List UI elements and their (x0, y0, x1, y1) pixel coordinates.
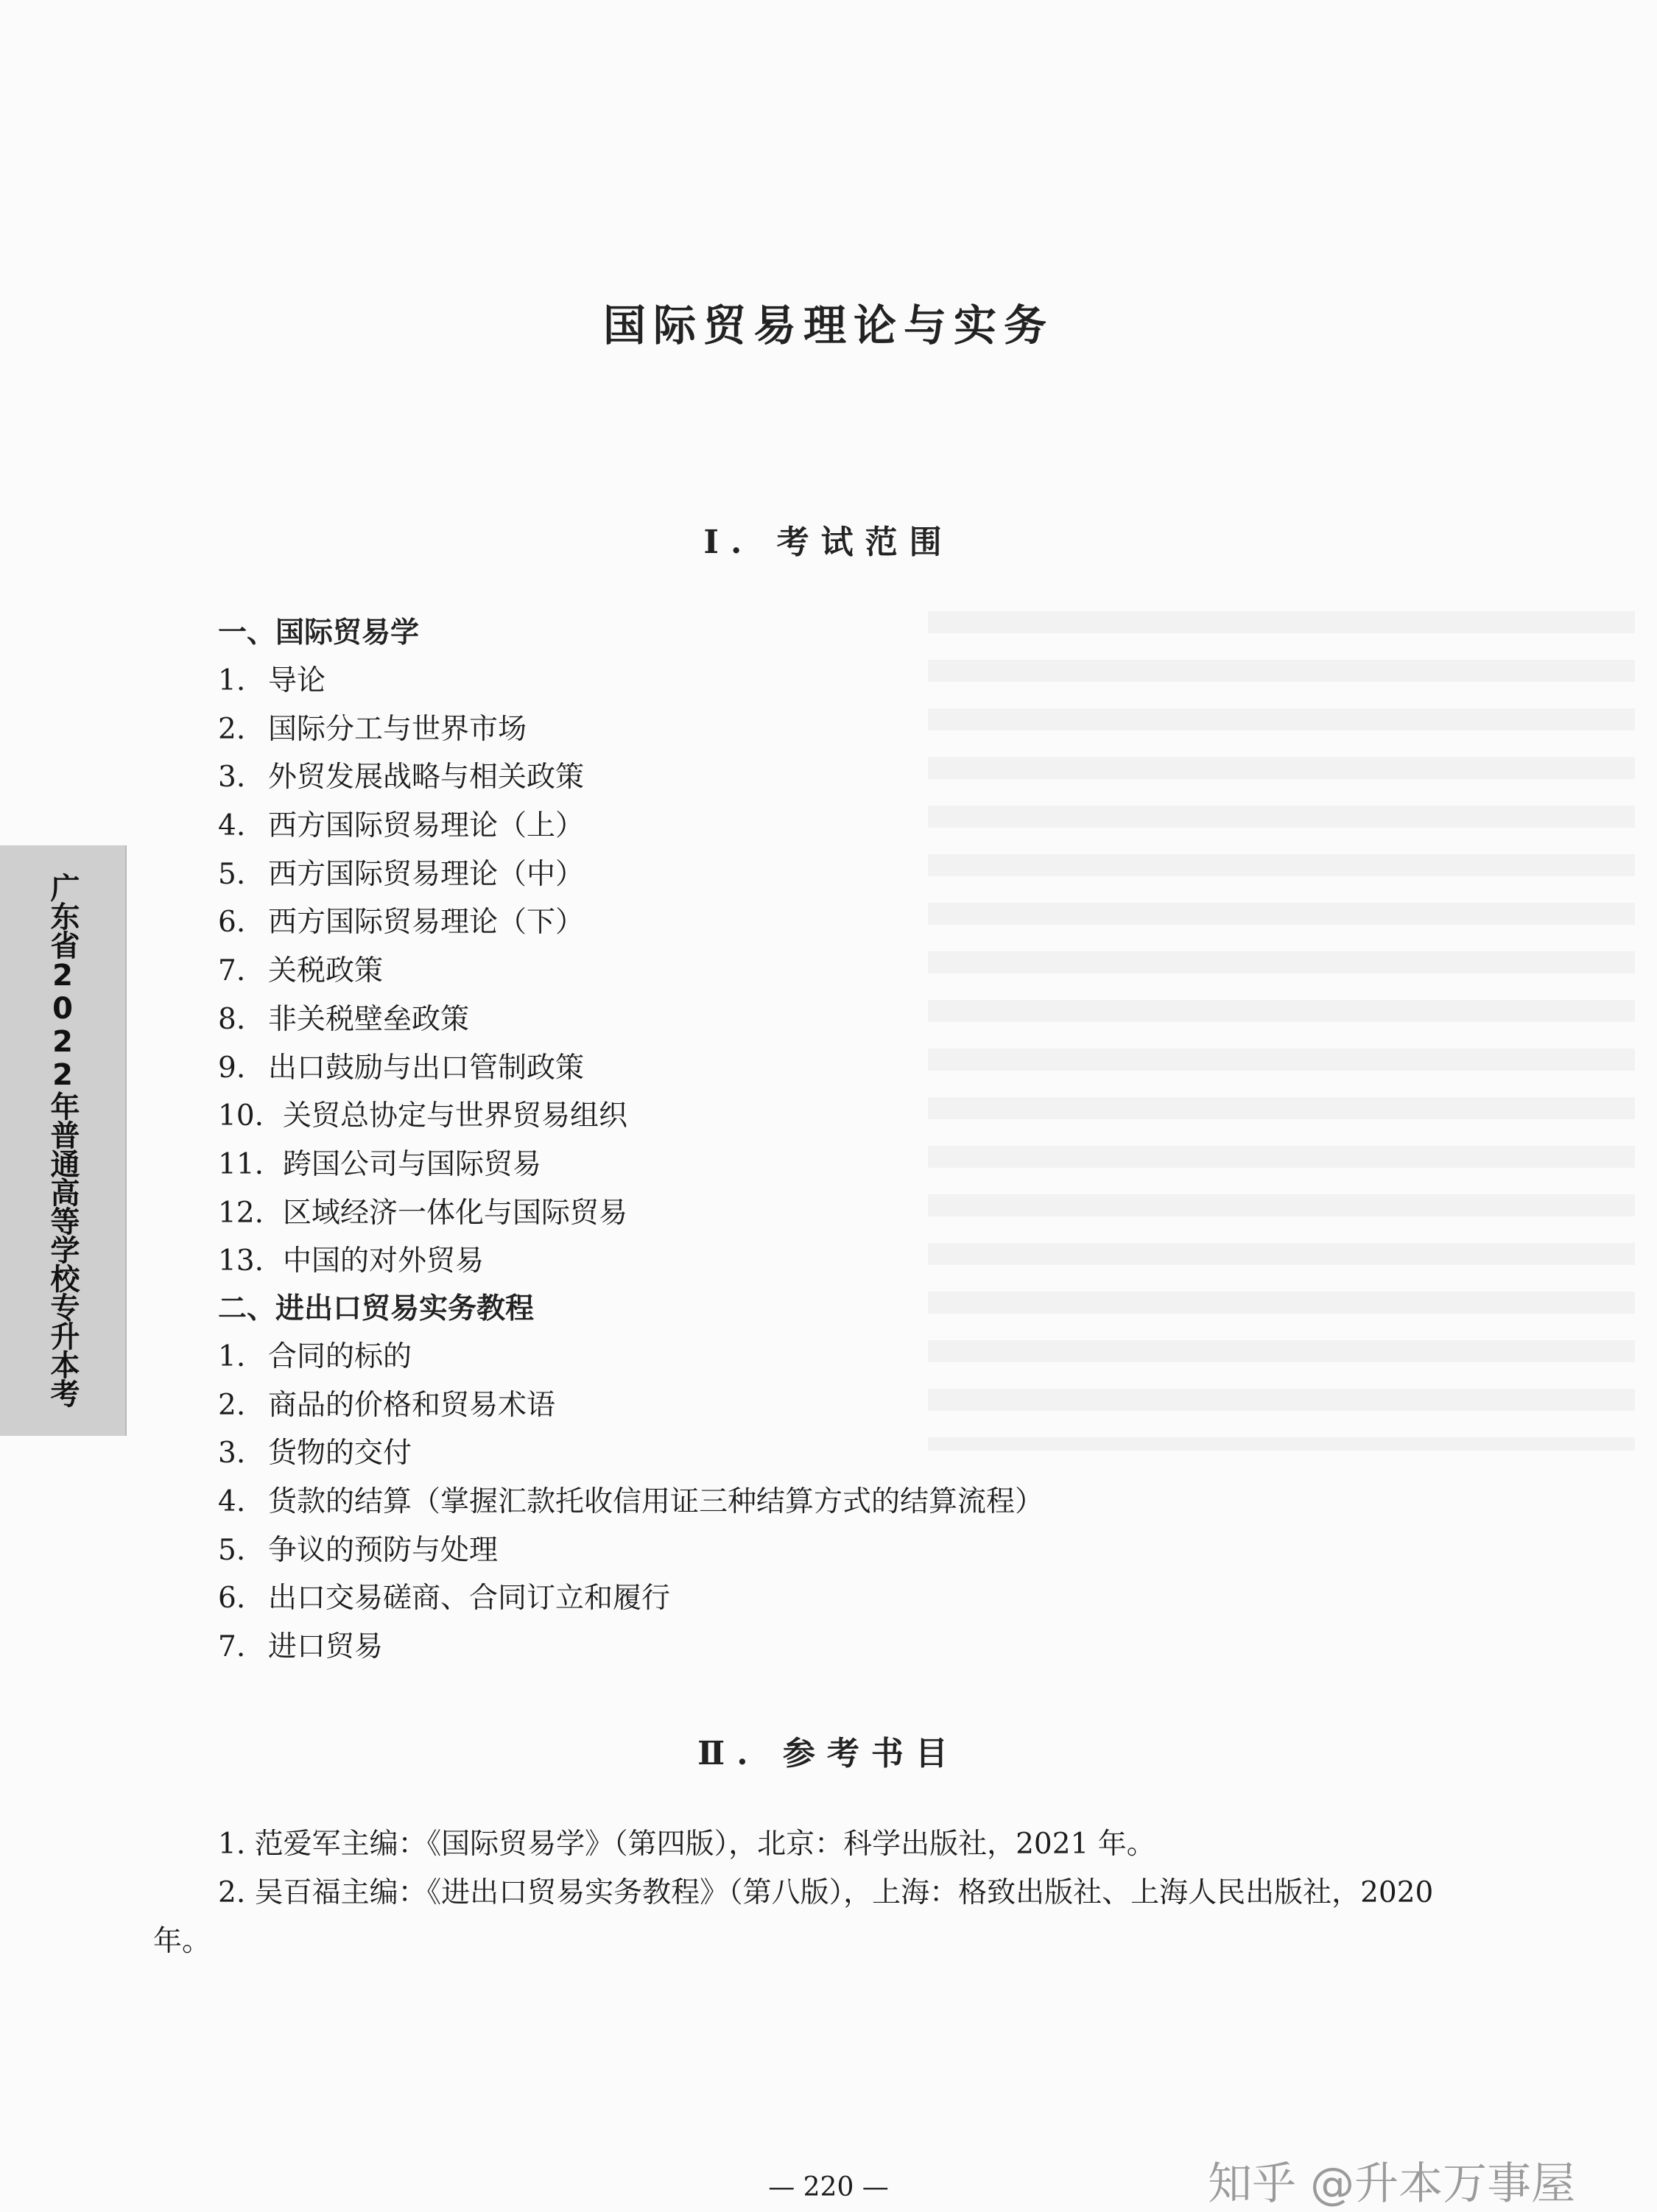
item-number: 11. (218, 1147, 264, 1181)
list-item (218, 1092, 627, 1141)
item-number: 2. (218, 712, 246, 746)
section-heading-exam-scope: Ⅰ. 考试范围 (703, 524, 954, 561)
item-number: 7. (218, 954, 246, 988)
item-text: 出口交易磋商、合同订立和履行 (268, 1582, 671, 1616)
list-item (218, 1574, 1044, 1623)
list-item (218, 1623, 1044, 1672)
reference-list (153, 1820, 1449, 1966)
list-item (218, 1526, 1044, 1575)
item-number: 6. (218, 906, 246, 940)
bleed-through-shadow (928, 611, 1635, 1451)
reference-item: 2. 吴百福主编：《进出口贸易实务教程》（第八版），上海：格致出版社、上海人民出版社，2020 年。 (153, 1876, 1434, 1958)
item-number: 1. (218, 1340, 246, 1373)
section-heading-reference-books: Ⅱ. 参考书目 (697, 1735, 960, 1772)
list-item (218, 1381, 1044, 1430)
item-text: 货物的交付 (268, 1437, 412, 1470)
item-text: 关税政策 (268, 954, 384, 988)
item-number: 8. (218, 1002, 246, 1036)
reference-item: 1. 范爱军主编：《国际贸易学》（第四版），北京：科学出版社，2021 年。 (218, 1828, 1155, 1861)
item-number: 5. (218, 857, 246, 891)
item-number: 13. (218, 1244, 264, 1278)
item-text: 西方国际贸易理论（下） (268, 906, 585, 940)
page-number: — 220 — (768, 2172, 889, 2202)
item-text: 西方国际贸易理论（上） (268, 809, 585, 843)
watermark-text: 知乎 @升本万事屋 (1208, 2158, 1576, 2210)
list-item (218, 996, 627, 1044)
item-text: 西方国际贸易理论（中） (268, 857, 585, 891)
item-number: 3. (218, 761, 246, 795)
item-text: 货款的结算（掌握汇款托收信用证三种结算方式的结算流程） (268, 1485, 1044, 1519)
item-text: 区域经济一体化与国际贸易 (283, 1196, 628, 1230)
list-item (218, 802, 627, 850)
item-text: 合同的标的 (268, 1340, 412, 1373)
item-number: 6. (218, 1582, 246, 1616)
item-text: 出口鼓励与出口管制政策 (268, 1051, 585, 1085)
page-title: 国际贸易理论与实务 (602, 300, 1054, 351)
item-number: 9. (218, 1051, 246, 1085)
item-number: 10. (218, 1099, 264, 1133)
list-item (218, 1237, 627, 1286)
item-number: 5. (218, 1533, 246, 1567)
item-text: 跨国公司与国际贸易 (283, 1147, 542, 1181)
item-text: 国际分工与世界市场 (268, 712, 527, 746)
item-text: 争议的预防与处理 (268, 1533, 499, 1567)
list-item (218, 705, 627, 754)
item-number: 12. (218, 1196, 264, 1230)
item-number: 1. (218, 664, 246, 697)
item-text: 导论 (268, 664, 326, 697)
list-item (218, 947, 627, 996)
item-number: 2. (218, 1388, 246, 1422)
list-item (218, 1189, 627, 1238)
list-item (218, 1429, 1044, 1478)
item-text: 非关税壁垒政策 (268, 1002, 470, 1036)
group-heading-international-trade: 一、国际贸易学 (218, 616, 420, 649)
item-text: 关贸总协定与世界贸易组织 (283, 1099, 628, 1133)
item-text: 外贸发展战略与相关政策 (268, 761, 585, 795)
item-number: 4. (218, 809, 246, 843)
list-item (218, 850, 627, 899)
item-text: 商品的价格和贸易术语 (268, 1388, 556, 1422)
list-item (218, 753, 627, 802)
group-heading-import-export-practice: 二、进出口贸易实务教程 (218, 1292, 535, 1325)
list-item (218, 1478, 1044, 1526)
item-number: 3. (218, 1437, 246, 1470)
side-tab-label: 广东省2022年普通高等学校专升本考 (46, 873, 80, 1407)
list-item (218, 657, 627, 705)
list-item (218, 898, 627, 947)
import-export-topic-list (218, 1333, 1044, 1672)
list-item (218, 1044, 627, 1093)
side-thumb-tab (0, 845, 127, 1436)
item-number: 7. (218, 1630, 246, 1664)
item-text: 进口贸易 (268, 1630, 384, 1664)
item-text: 中国的对外贸易 (283, 1244, 485, 1278)
item-number: 4. (218, 1485, 246, 1519)
list-item (218, 1333, 1044, 1381)
international-trade-topic-list (218, 657, 627, 1286)
list-item (218, 1141, 627, 1189)
